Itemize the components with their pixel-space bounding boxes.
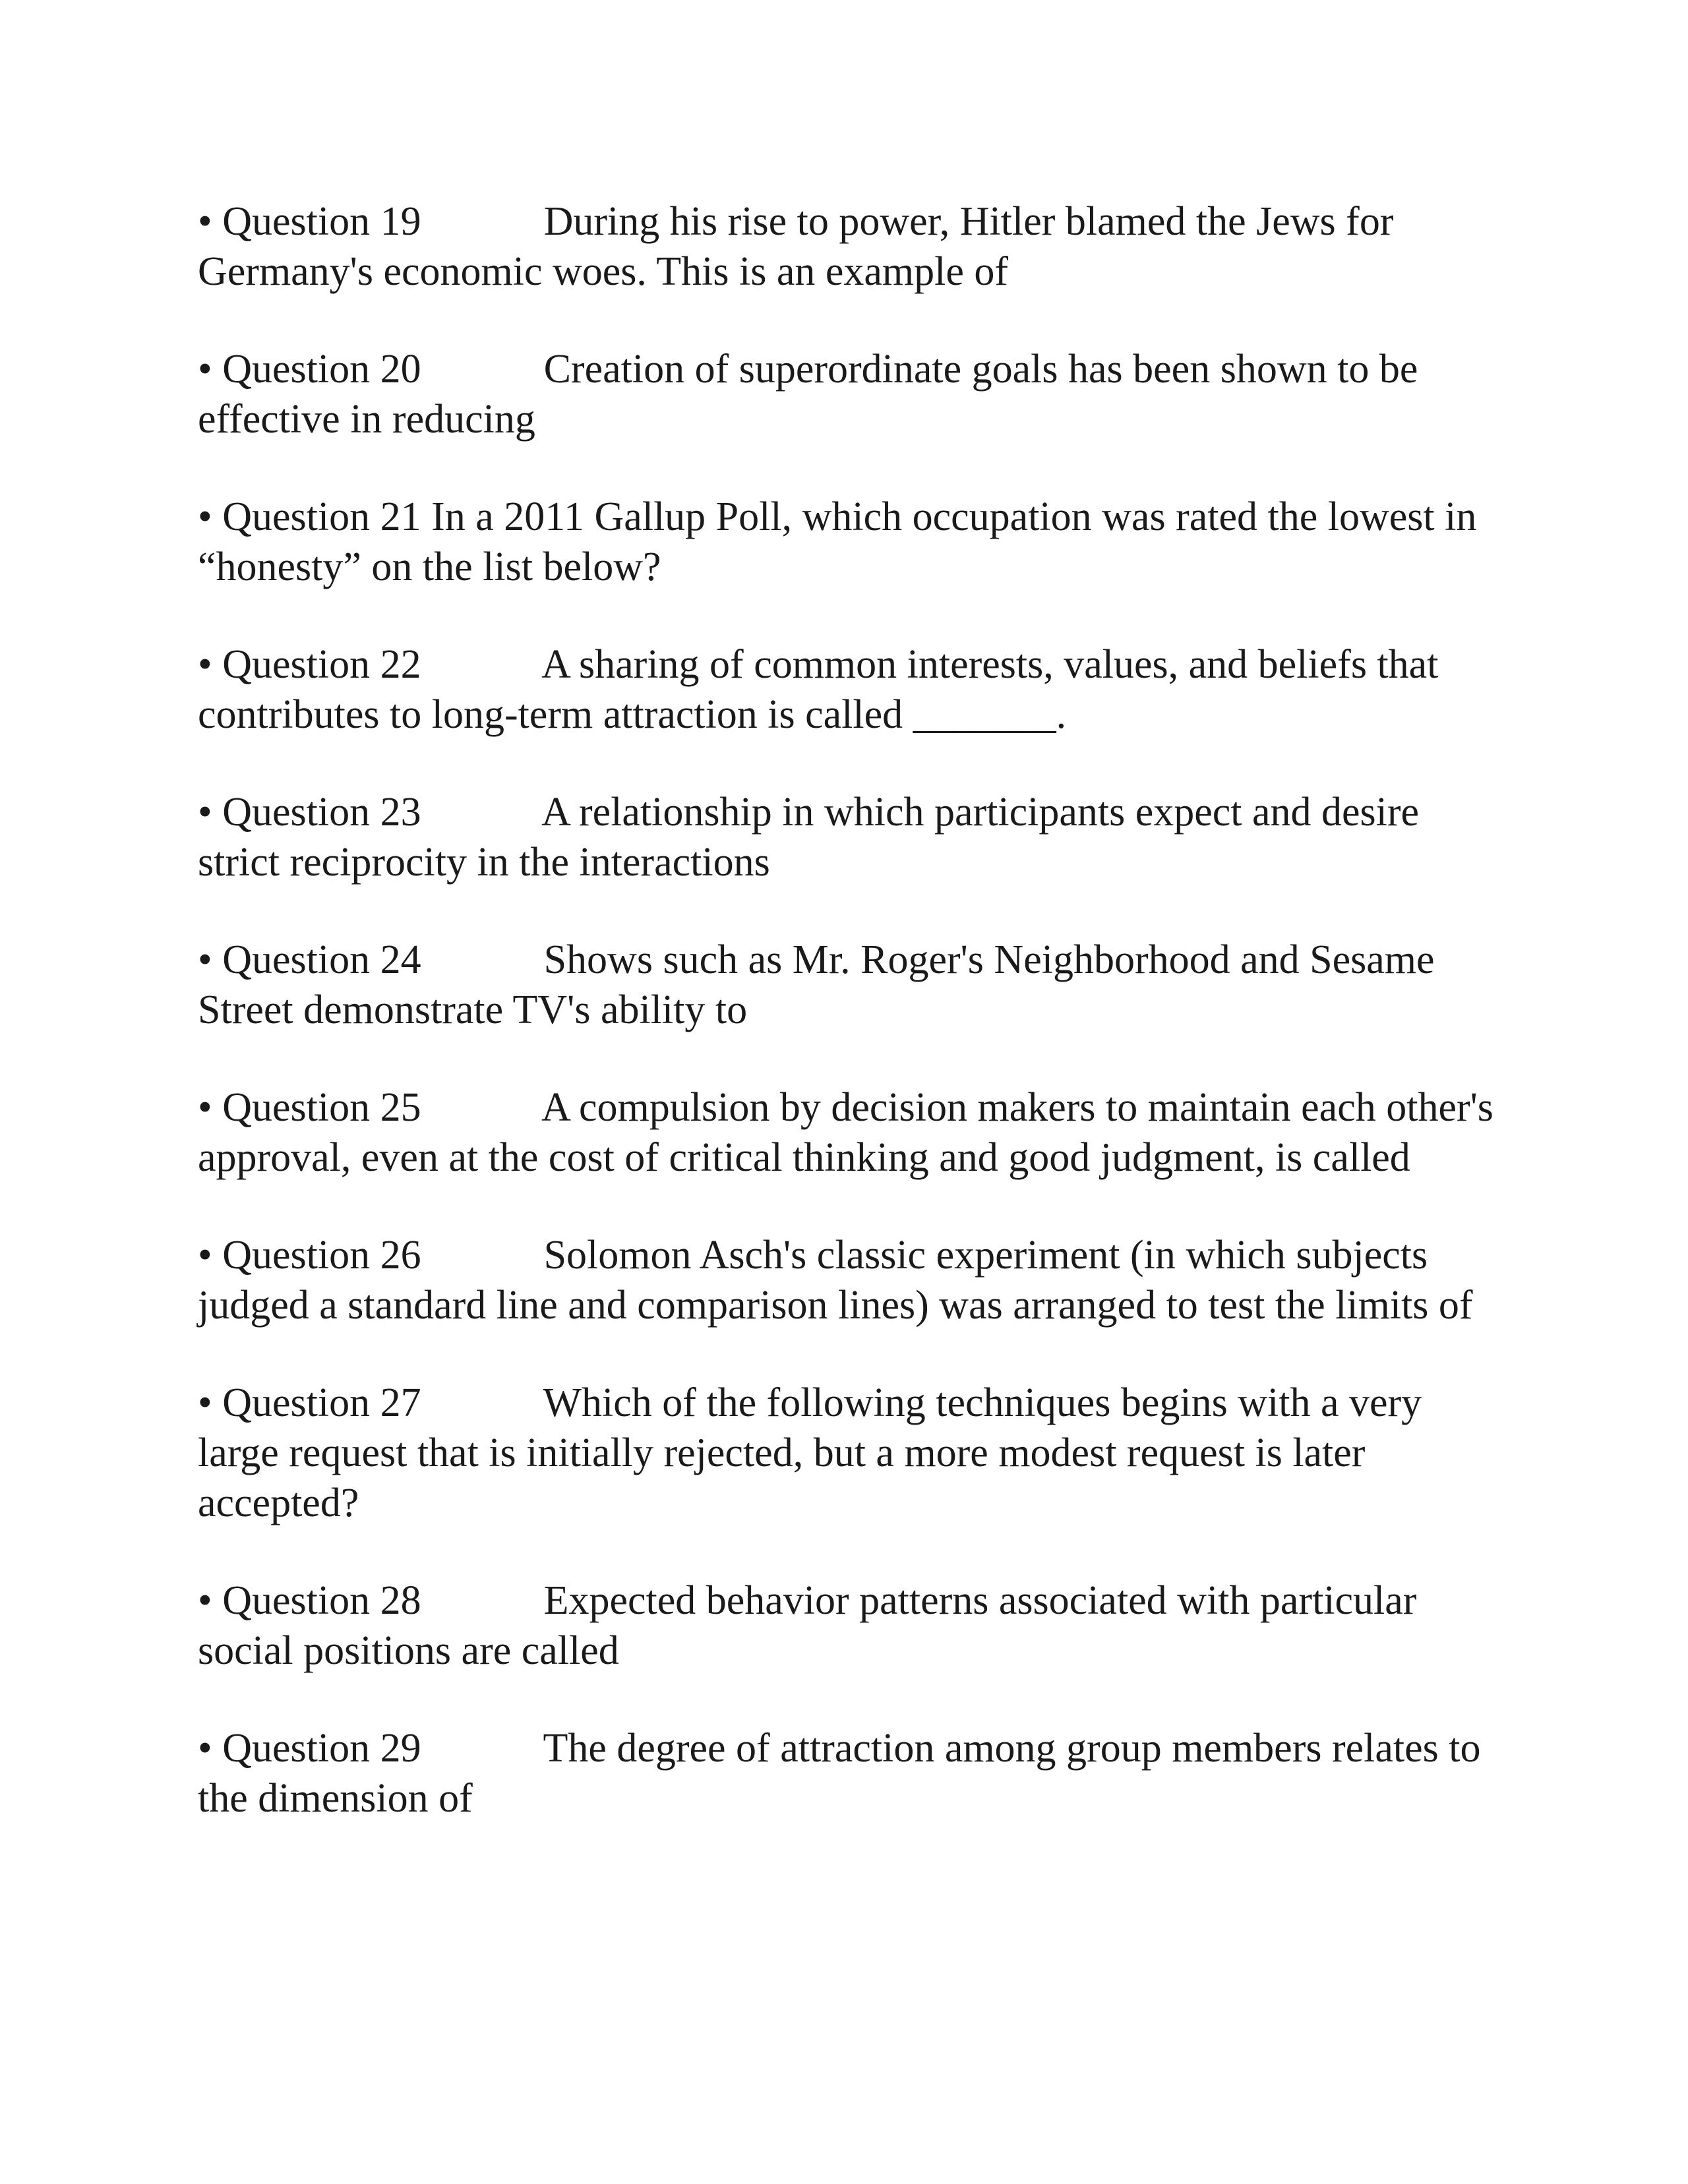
question-text: In a 2011 Gallup Poll, which occupation was rated the lowest in “honesty” on the list below?: [198, 494, 1477, 589]
question-text: Solomon Asch's classic experiment (in which subjects judged a standard line and comparison lines) was arranged to test the limits of: [198, 1233, 1473, 1328]
question-label: • Question 24: [198, 937, 544, 982]
question-label: • Question 26: [198, 1233, 544, 1278]
question-item-20: [198, 344, 1503, 444]
question-text: A sharing of common interests, values, and beliefs that contributes to long-term attraction is called _______.: [198, 642, 1439, 737]
question-label: • Question 23: [198, 790, 542, 835]
question-item-24: [198, 935, 1503, 1035]
question-item-19: [198, 196, 1503, 297]
question-label: • Question 25: [198, 1085, 542, 1130]
question-text: Creation of superordinate goals has been shown to be effective in reducing: [198, 347, 1418, 442]
question-label: • Question 29: [198, 1726, 543, 1771]
question-item-23: [198, 787, 1503, 887]
question-item-25: [198, 1082, 1503, 1183]
question-item-27: [198, 1378, 1503, 1528]
question-label: • Question 21: [198, 494, 432, 539]
question-text: A compulsion by decision makers to maintain each other's approval, even at the cost of critical thinking and good judgment, is called: [198, 1085, 1493, 1180]
question-text: A relationship in which participants expect and desire strict reciprocity in the interactions: [198, 790, 1420, 885]
question-item-21: [198, 492, 1503, 592]
question-label: • Question 19: [198, 199, 544, 244]
question-label: • Question 27: [198, 1380, 543, 1425]
question-text: Expected behavior patterns associated with particular social positions are called: [198, 1578, 1417, 1673]
question-item-26: [198, 1230, 1503, 1330]
question-label: • Question 22: [198, 642, 542, 687]
question-label: • Question 28: [198, 1578, 544, 1623]
question-label: • Question 20: [198, 347, 544, 392]
question-list: [198, 196, 1503, 1871]
question-item-28: [198, 1576, 1503, 1676]
question-item-22: [198, 639, 1503, 740]
question-text: Shows such as Mr. Roger's Neighborhood and Sesame Street demonstrate TV's ability to: [198, 937, 1435, 1032]
question-text: During his rise to power, Hitler blamed the Jews for Germany's economic woes. This is an example of: [198, 199, 1394, 294]
question-text: The degree of attraction among group members relates to the dimension of: [198, 1726, 1481, 1821]
question-text: Which of the following techniques begins with a very large request that is initially rejected, but a more modest request is later accepted?: [198, 1380, 1422, 1525]
question-item-29: [198, 1723, 1503, 1823]
